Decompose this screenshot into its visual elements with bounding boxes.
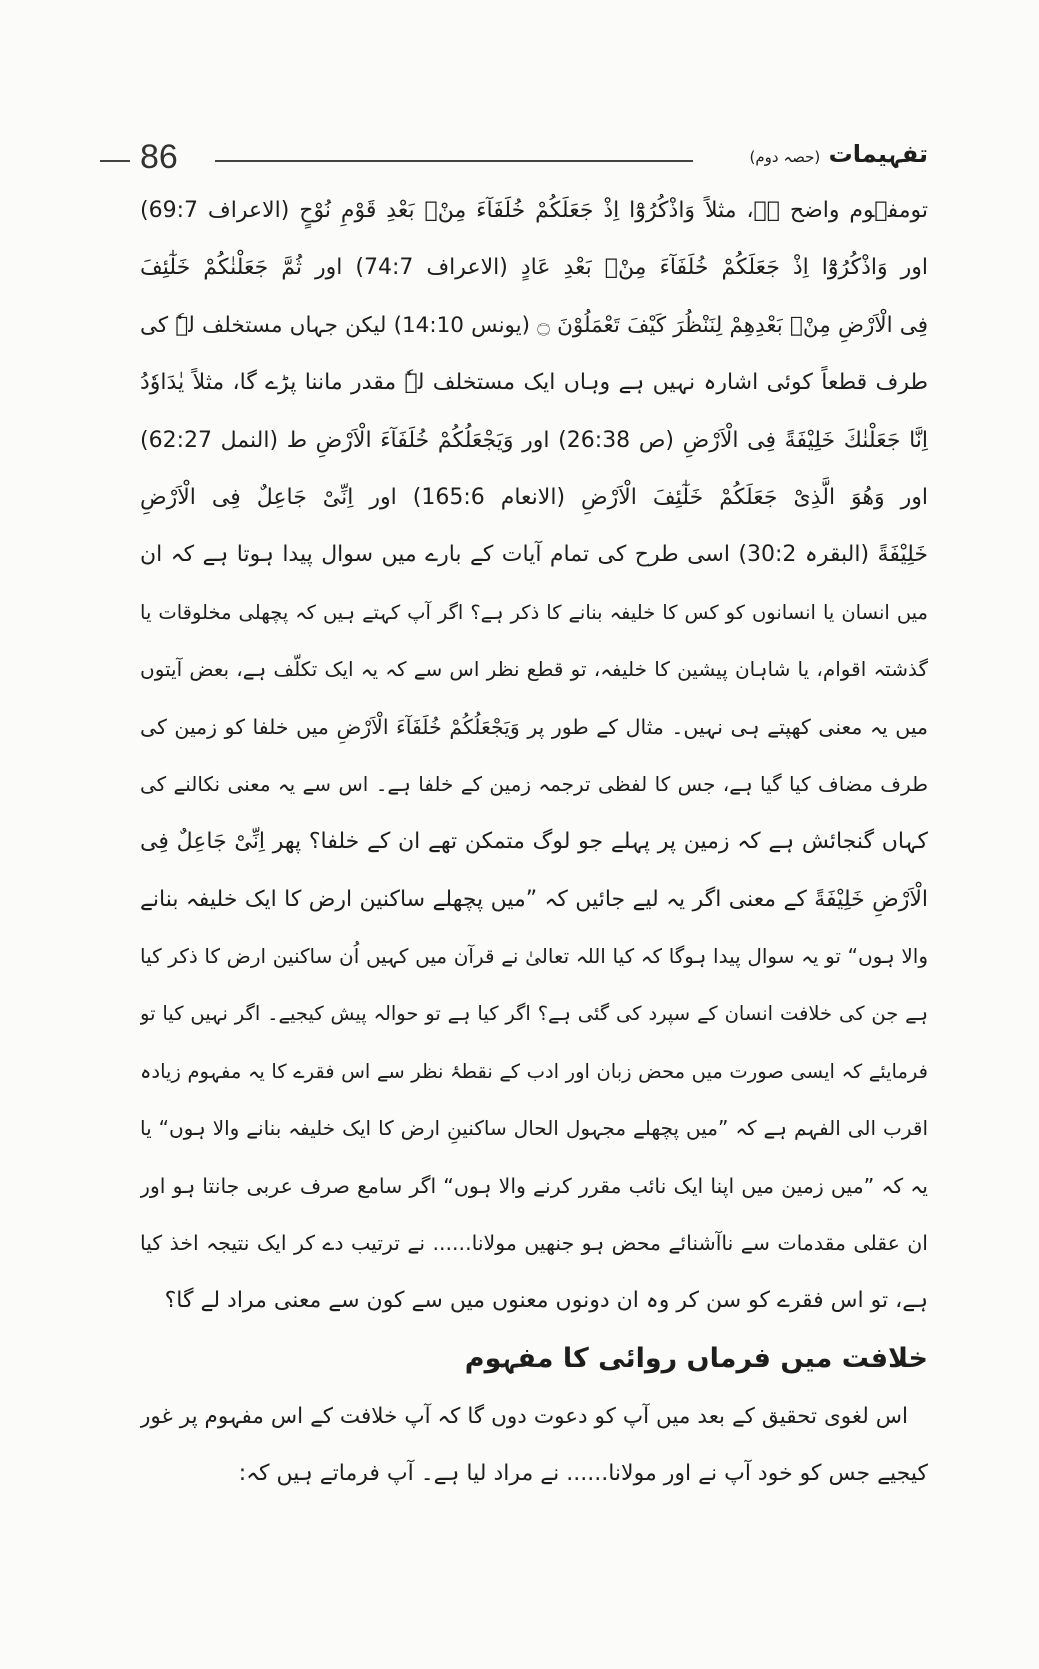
text-line: میں یہ معنی کھپتے ہی نہیں۔ مثال کے طور پر وَيَجْعَلُكُمْ خُلَفَآءَ الْاَرْضِ میں خلفا کو زمین کی [140, 714, 928, 739]
text-line: طرف مضاف کیا گیا ہے، جس کا لفظی ترجمہ زمین کے خلفا ہے۔ اس سے یہ معنی نکالنے کی [140, 771, 928, 796]
text-line: الْاَرْضِ خَلِيْفَةً کے معنی اگر یہ لیے جائیں کہ ”میں پچھلے ساکنین ارض کا ایک خلیفہ بنانے [140, 886, 928, 912]
text-line: اور وَهُوَ الَّذِىْ جَعَلَكُمْ خَلٰٓئِفَ الْاَرْضِ (الانعام 165:6) اور اِنِّىْ جَاعِلٌ فِى الْاَرْضِ [140, 484, 928, 510]
text-line: گذشتہ اقوام، یا شاہان پیشین کا خلیفہ، تو قطع نظر اس سے کہ یہ ایک تکلّف ہے، بعض آیتوں [140, 657, 928, 682]
header-dash [100, 160, 130, 162]
section-heading: خلافت میں فرماں روائی کا مفہوم [464, 1342, 928, 1374]
text-line: ہے، تو اس فقرے کو سن کر وہ ان دونوں معنوں میں سے کون سے معنی مراد لے گا؟ [164, 1288, 928, 1314]
text-line: اور وَاذْكُرُوْٓا اِذْ جَعَلَكُمْ خُلَفَآءَ مِنْۢ بَعْدِ عَادٍ (الاعراف 74:7) اور ثُمَّ جَعَلْنٰكُمْ خَلٰٓئِفَ [140, 255, 928, 281]
text-line: والا ہوں“ تو یہ سوال پیدا ہوگا کہ کیا اللہ تعالیٰ نے قرآن میں کہیں اُن ساکنین ارض کا ذکر کیا [140, 944, 928, 969]
text-line: تومفہوم واضح ہے، مثلاً وَاذْكُرُوْٓا اِذْ جَعَلَكُمْ خُلَفَآءَ مِنْۢ بَعْدِ قَوْمِ نُوْحٍ (الاعراف 69:7) [140, 198, 928, 223]
text-line: طرف قطعاً کوئی اشارہ نہیں ہے وہاں ایک مستخلف لہٗ مقدر ماننا پڑے گا، مثلاً يٰدَاوٗدُ [140, 370, 928, 396]
text-line: فرمایئے کہ ایسی صورت میں محض زبان اور ادب کے نقطۂ نظر سے اس فقرے کا یہ مفہوم زیادہ [140, 1059, 928, 1083]
text-line: خَلِيْفَةً (البقرہ 30:2) اسی طرح کی تمام آیات کے بارے میں سوال پیدا ہوتا ہے کہ ان [140, 542, 928, 568]
paragraph-1 [140, 182, 928, 1330]
text-line: کہاں گنجائش ہے کہ زمین پر پہلے جو لوگ متمکن تھے ان کے خلفا؟ پھر اِنِّىْ جَاعِلٌ فِى [140, 829, 928, 855]
text-line: کیجیے جس کو خود آپ نے اور مولانا...... نے مراد لیا ہے۔ آپ فرماتے ہیں کہ: [238, 1461, 928, 1487]
text-line: ان عقلی مقدمات سے ناآشنائے محض ہو جنھیں مولانا...... نے ترتیب دے کر ایک نتیجہ اخذ کیا [140, 1231, 928, 1256]
page-number: 86 [140, 138, 178, 176]
paragraph-2 [140, 1388, 928, 1503]
text-line: اس لغوی تحقیق کے بعد میں آپ کو دعوت دوں گا کہ آپ خلافت کے اس مفہوم پر غور [140, 1403, 908, 1429]
page-body [140, 182, 928, 1503]
text-line: اِنَّا جَعَلْنٰكَ خَلِيْفَةً فِى الْاَرْضِ (ص 26:38) اور وَيَجْعَلُكُمْ خُلَفَآءَ الْاَرْضِ ط (النمل 62:27) [140, 427, 928, 453]
running-title [750, 140, 929, 168]
text-line: یہ کہ ”میں زمین میں اپنا ایک نائب مقرر کرنے والا ہوں“ اگر سامع صرف عربی جانتا ہو اور [140, 1173, 928, 1198]
text-line: اقرب الی الفہم ہے کہ ”میں پچھلے مجہول الحال ساکنینِ ارض کا ایک خلیفہ بنانے والا ہوں“ یا [140, 1116, 928, 1141]
text-line: میں انسان یا انسانوں کو کس کا خلیفہ بنانے کا ذکر ہے؟ اگر آپ کہتے ہیں کہ پچھلی مخلوقات یا [140, 600, 928, 624]
book-title: تفہیمات [828, 140, 928, 168]
text-line: ہے جن کی خلافت انسان کے سپرد کی گئی ہے؟ اگر کیا ہے تو حوالہ پیش کیجیے۔ اگر نہیں کیا تو [140, 1002, 928, 1026]
page-header [140, 138, 928, 182]
header-rule [215, 160, 693, 162]
text-line: فِى الْاَرْضِ مِنْۢ بَعْدِهِمْ لِنَنْظُرَ كَيْفَ تَعْمَلُوْنَ ۝ (یونس 14:10) لیکن جہاں مستخلف لہٗ کی [140, 312, 928, 338]
book-part: (حصہ دوم) [749, 148, 821, 166]
